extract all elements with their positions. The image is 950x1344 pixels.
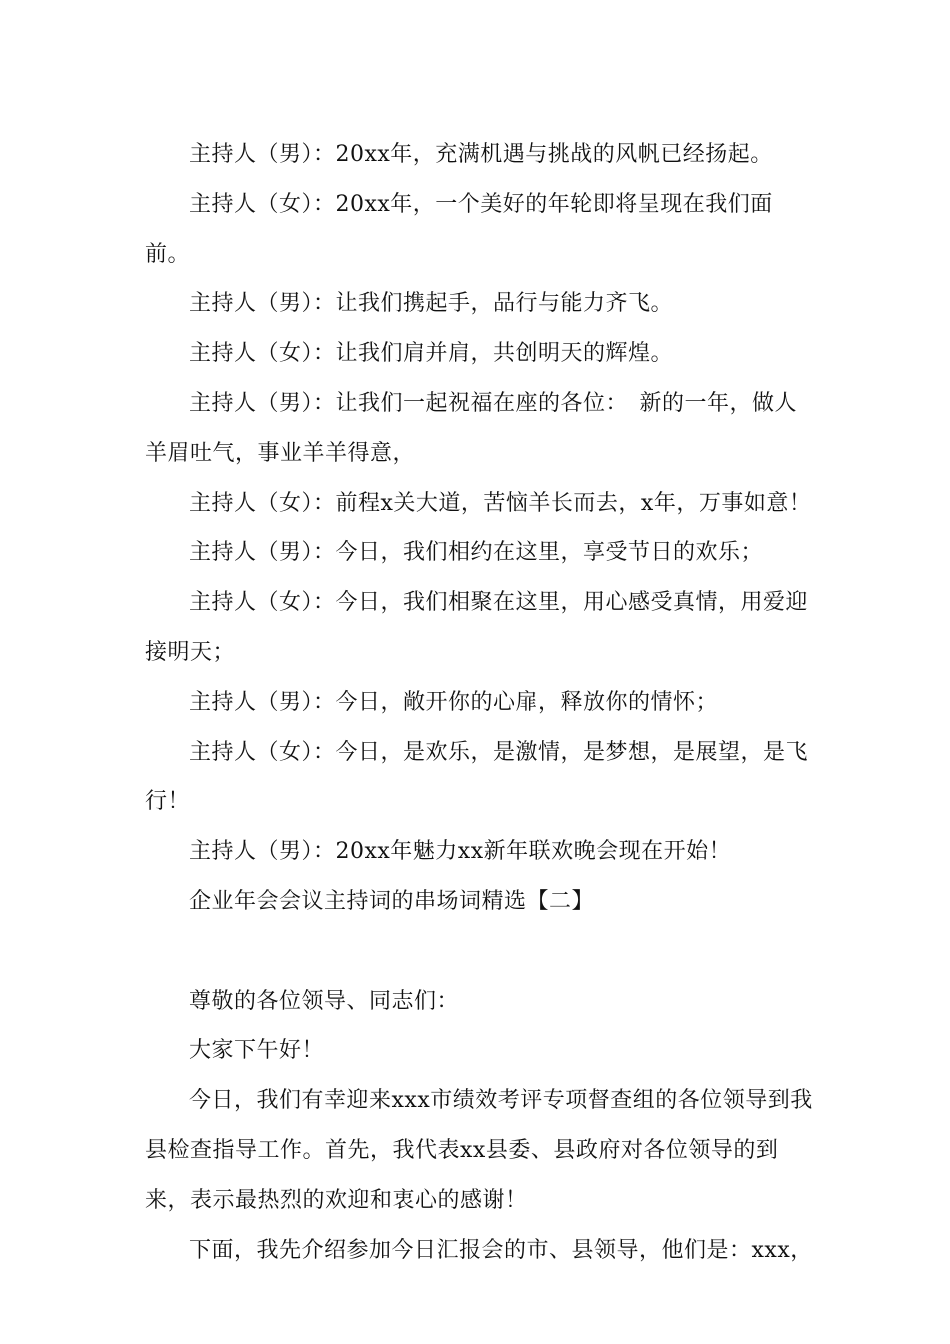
paragraph: 主持人（女）：20xx年，一个美好的年轮即将呈现在我们面前。: [145, 191, 773, 267]
paragraph: 今日，我们有幸迎来xxx市绩效考评专项督查组的各位领导到我县检查指导工作。首先，我代表xx县委、县政府对各位领导的到来，表示最热烈的欢迎和衷心的感谢！: [145, 1088, 813, 1213]
paragraph: 主持人（女）：让我们肩并肩，共创明天的辉煌。: [189, 341, 674, 367]
paragraph: 主持人（女）：前程x关大道，苦恼羊长而去，x年，万事如意！: [189, 490, 812, 516]
paragraph: 主持人（男）：让我们携起手，品行与能力齐飞。: [189, 291, 674, 317]
paragraph: 主持人（男）：让我们一起祝福在座的各位： 新的一年，做人羊眉吐气，事业羊羊得意，: [145, 390, 798, 466]
paragraph: 主持人（男）：今日，我们相约在这里，享受节日的欢乐；: [189, 540, 764, 566]
salutation: 尊敬的各位领导、同志们：: [189, 988, 460, 1014]
section-heading: 企业年会会议主持词的串场词精选【二】: [189, 888, 595, 914]
paragraph: 下面，我先介绍参加今日汇报会的市、县领导，他们是：xxx，: [189, 1237, 813, 1263]
paragraph: 主持人（女）：今日，是欢乐，是激情，是梦想，是展望，是飞行！: [145, 739, 809, 815]
paragraph: 主持人（男）：20xx年魅力xx新年联欢晚会现在开始！: [189, 839, 732, 865]
greeting: 大家下午好！: [189, 1038, 325, 1064]
blank-line: [145, 927, 815, 977]
paragraph: 主持人（男）：20xx年，充满机遇与挑战的风帆已经扬起。: [189, 142, 773, 167]
paragraph: 主持人（男）：今日，敞开你的心扉，释放你的情怀；: [189, 689, 719, 715]
document-body: [145, 130, 815, 1275]
paragraph: 主持人（女）：今日，我们相聚在这里，用心感受真情，用爱迎接明天；: [145, 590, 809, 665]
